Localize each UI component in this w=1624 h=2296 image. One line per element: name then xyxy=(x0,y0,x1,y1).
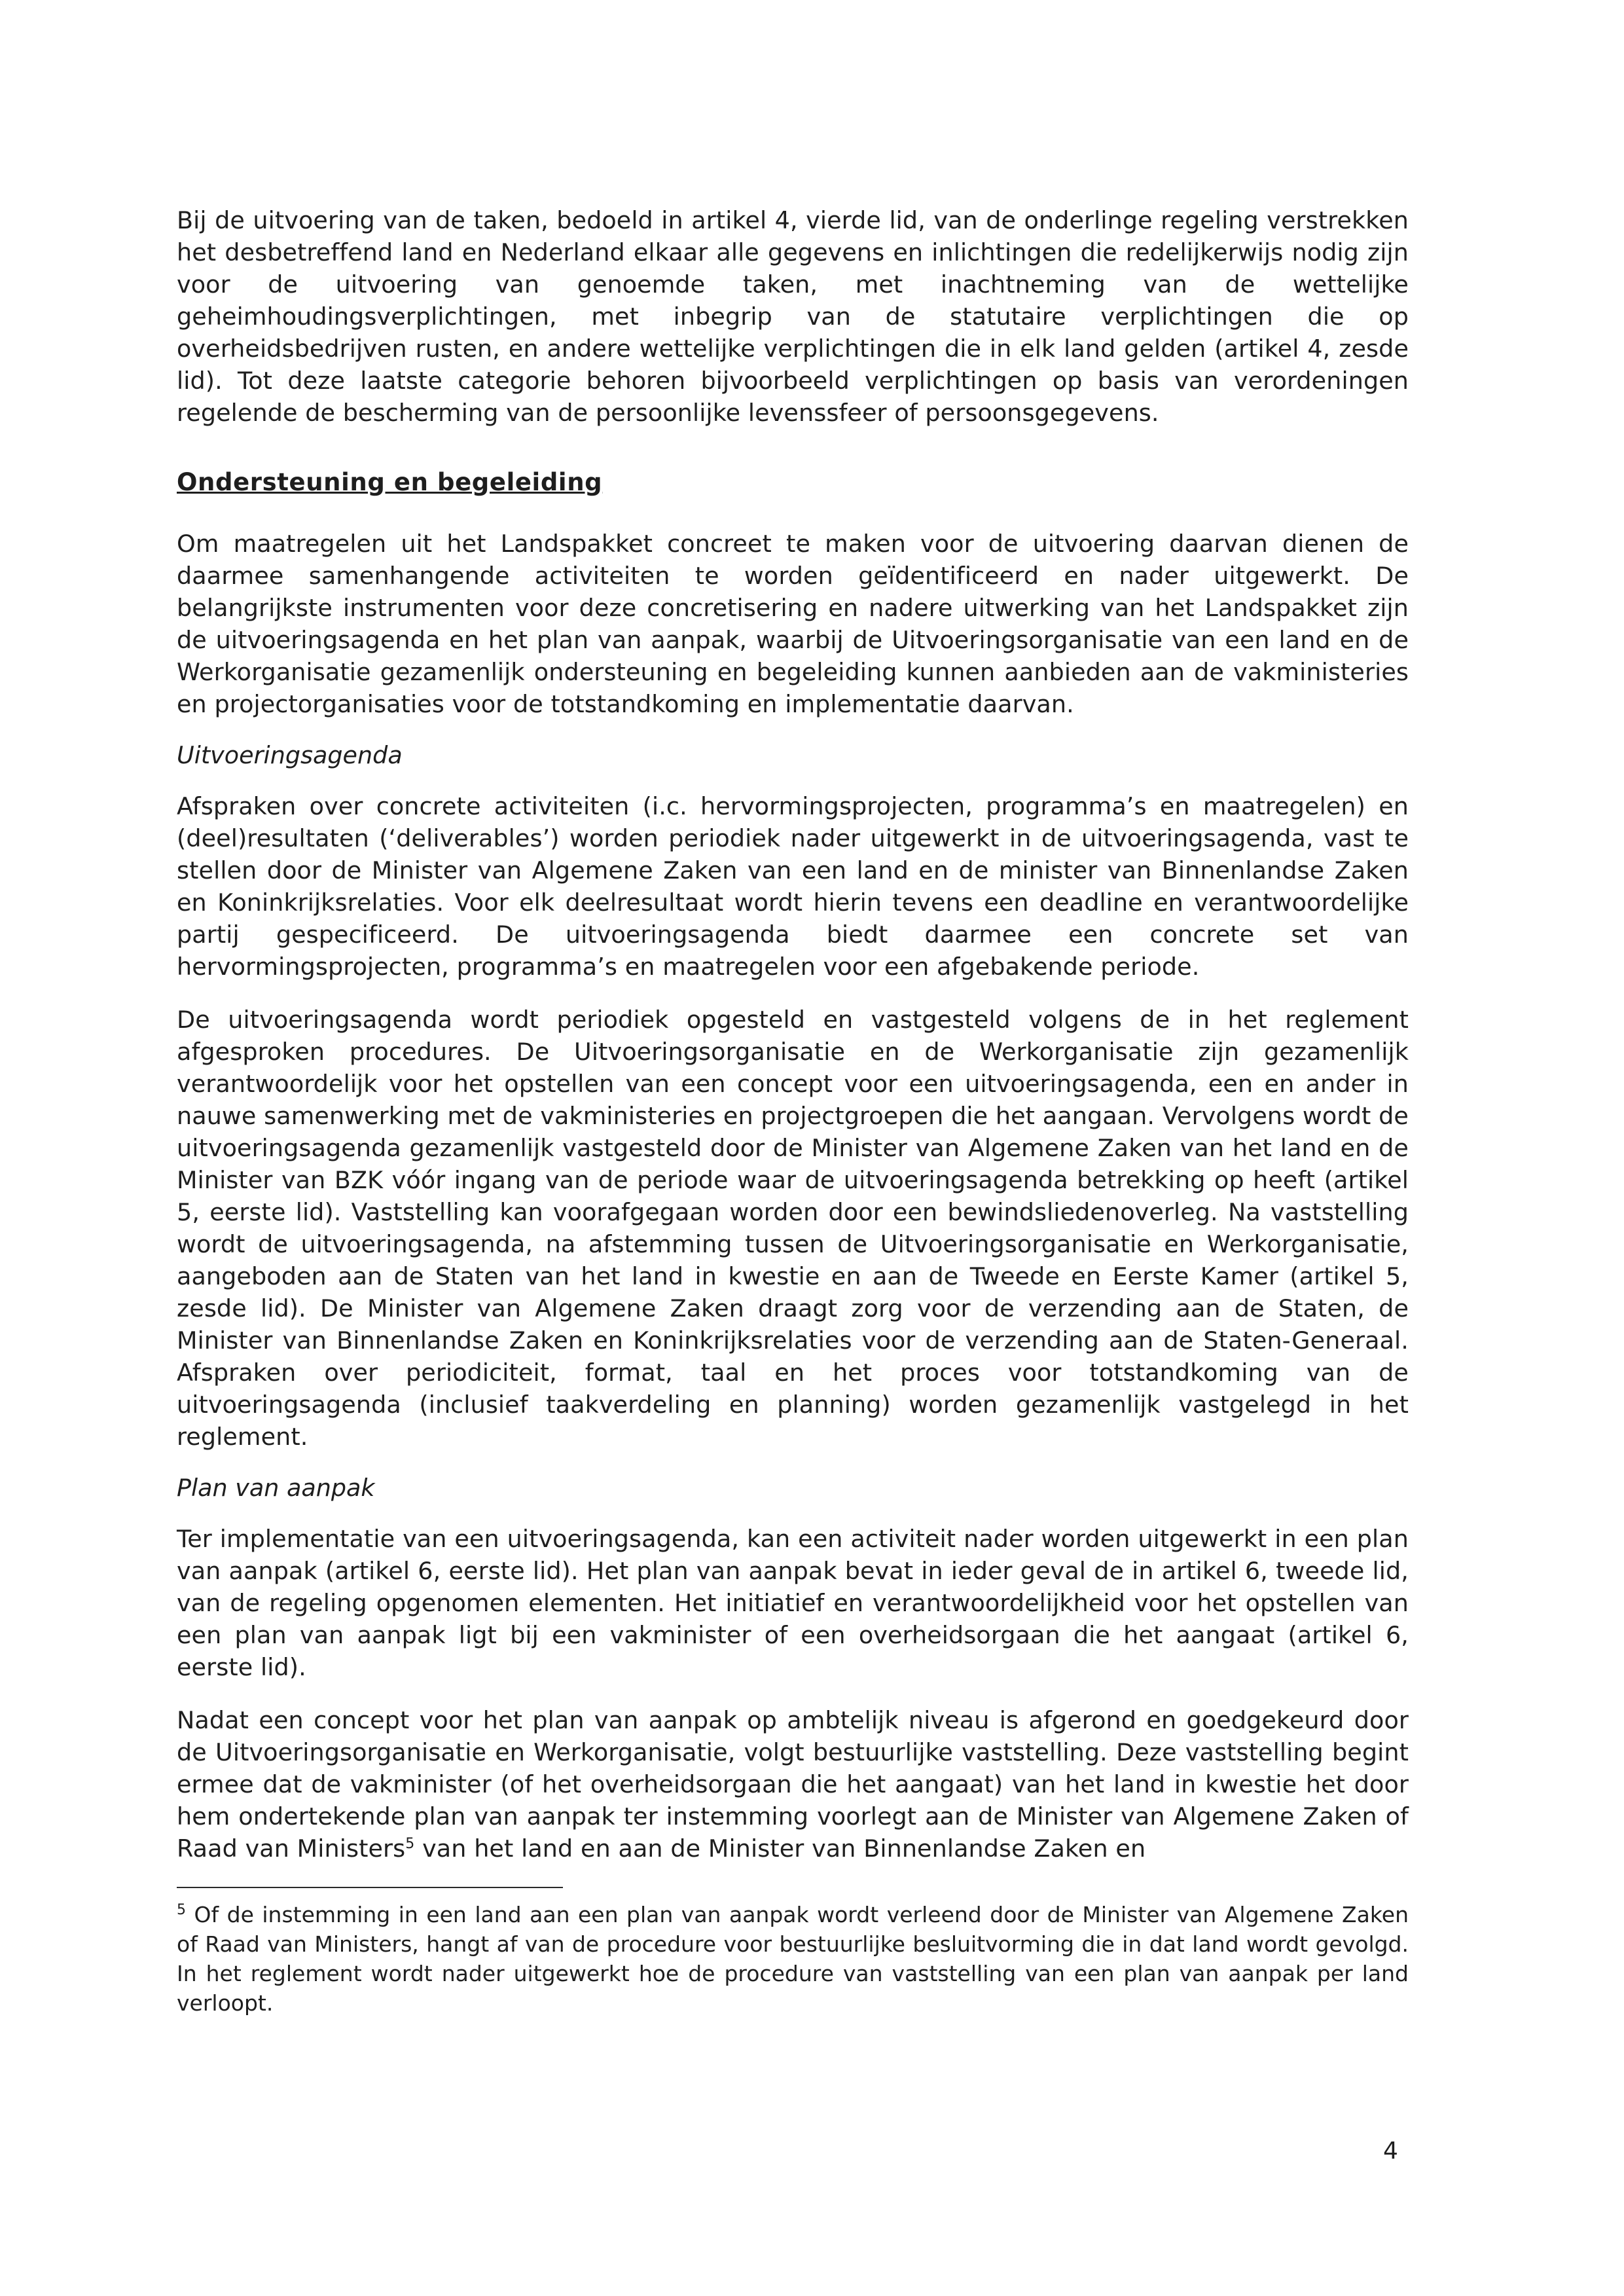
footnote-area xyxy=(177,1887,1409,2018)
approval-text-end: van het land en aan de Minister van Binnenlandse Zaken en xyxy=(414,1834,1146,1863)
footnote xyxy=(177,1900,1409,2018)
paragraph-agreements: Afspraken over concrete activiteiten (i.c. hervormingsprojecten, programma’s en maatregelen) en (deel)resultaten (‘deliverables’) worden periodiek nader uitgewerkt in de uitvoeringsagenda, vast te stellen door de Minister van Algemene Zaken van een land en de minister van Binnenlandse Zaken en Koninkrijksrelaties. Voor elk deelresultaat wordt hierin tevens een deadline en verantwoordelijke partij gespecificeerd. De uitvoeringsagenda biedt daarmee een concrete set van hervormingsprojecten, programma’s en maatregelen voor een afgebakende periode. xyxy=(177,792,1409,981)
section-heading: Ondersteuning en begeleiding xyxy=(177,468,603,496)
paragraph-information-exchange: Bij de uitvoering van de taken, bedoeld in artikel 4, vierde lid, van de onderlinge regeling verstrekken het desbetreffend land en Nederland elkaar alle gegevens en inlichtingen die redelijkerwijs nodig zijn voor de uitvoering van genoemde taken, met inachtneming van de wettelijke geheimhoudingsverplichtingen, met inbegrip van de statutaire verplichtingen die op overheidsbedrijven rusten, en andere wettelijke verplichtingen die in elk land gelden (artikel 4, zesde lid). Tot deze laatste categorie behoren bijvoorbeeld verplichtingen op basis van verordeningen regelende de bescherming van de persoonlijke levenssfeer of persoonsgegevens. xyxy=(177,206,1409,427)
document-body xyxy=(177,204,1409,1886)
footnote-reference: 5 xyxy=(405,1835,415,1852)
footnote-text: Of de instemming in een land aan een plan van aanpak wordt verleend door de Minister van Algemene Zaken of Raad van Ministers, hangt af van de procedure voor bestuurlijke besluitvorming die in dat land wordt gevolgd. In het reglement wordt nader uitgewerkt hoe de procedure van vaststelling van een plan van aanpak per land verloopt. xyxy=(177,1902,1409,2016)
footnote-divider xyxy=(177,1887,563,1888)
approval-text-start: Nadat een concept voor het plan van aanpak op ambtelijk niveau is afgerond en goedgekeurd door de Uitvoeringsorganisatie en Werkorganisatie, volgt bestuurlijke vaststelling. Deze vaststelling begint ermee dat de vakminister (of het overheidsorgaan die het aangaat) van het land in kwestie het door hem ondertekende plan van aanpak ter instemming voorlegt aan de Minister van Algemene Zaken of Raad van Ministers xyxy=(177,1706,1409,1863)
paragraph-agenda-procedure: De uitvoeringsagenda wordt periodiek opgesteld en vastgesteld volgens de in het reglement afgesproken procedures. De Uitvoeringsorganisatie en de Werkorganisatie zijn gezamenlijk verantwoordelijk voor het opstellen van een concept voor een uitvoeringsagenda, een en ander in nauwe samenwerking met de vakministeries en projectgroepen die het aangaan. Vervolgens wordt de uitvoeringsagenda gezamenlijk vastgesteld door de Minister van Algemene Zaken van het land en de Minister van BZK vóór ingang van de periode waar de uitvoeringsagenda betrekking op heeft (artikel 5, eerste lid). Vaststelling kan voorafgegaan worden door een bewindsliedenoverleg. Na vaststelling wordt de uitvoeringsagenda, na afstemming tussen de Uitvoeringsorganisatie en Werkorganisatie, aangeboden aan de Staten van het land in kwestie en aan de Tweede en Eerste Kamer (artikel 5, zesde lid). De Minister van Algemene Zaken draagt zorg voor de verzending aan de Staten, de Minister van Binnenlandse Zaken en Koninkrijksrelaties voor de verzending aan de Staten-Generaal. Afspraken over periodiciteit, format, taal en het proces voor totstandkoming van de uitvoeringsagenda (inclusief taakverdeling en planning) worden gezamenlijk vastgelegd in het reglement. xyxy=(177,1006,1409,1451)
footnote-marker: 5 xyxy=(177,1902,186,1918)
subheading-plan-van-aanpak: Plan van aanpak xyxy=(177,1474,375,1502)
page-number: 4 xyxy=(1383,2138,1398,2164)
subheading-uitvoeringsagenda: Uitvoeringsagenda xyxy=(177,741,403,769)
paragraph-support-guidance: Om maatregelen uit het Landspakket concreet te maken voor de uitvoering daarvan dienen de daarmee samenhangende activiteiten te worden geïdentificeerd en nader uitgewerkt. De belangrijkste instrumenten voor deze concretisering en nadere uitwerking van het Landspakket zijn de uitvoeringsagenda en het plan van aanpak, waarbij de Uitvoeringsorganisatie van een land en de Werkorganisatie gezamenlijk ondersteuning en begeleiding kunnen aanbieden aan de vakministeries en projectorganisaties voor de totstandkoming en implementatie daarvan. xyxy=(177,530,1409,718)
paragraph-implementation: Ter implementatie van een uitvoeringsagenda, kan een activiteit nader worden uitgewerkt in een plan van aanpak (artikel 6, eerste lid). Het plan van aanpak bevat in ieder geval de in artikel 6, tweede lid, van de regeling opgenomen elementen. Het initiatief en verantwoordelijkheid voor het opstellen van een plan van aanpak ligt bij een vakminister of een overheidsorgaan die het aangaat (artikel 6, eerste lid). xyxy=(177,1525,1409,1681)
paragraph-approval xyxy=(177,1704,1409,1865)
